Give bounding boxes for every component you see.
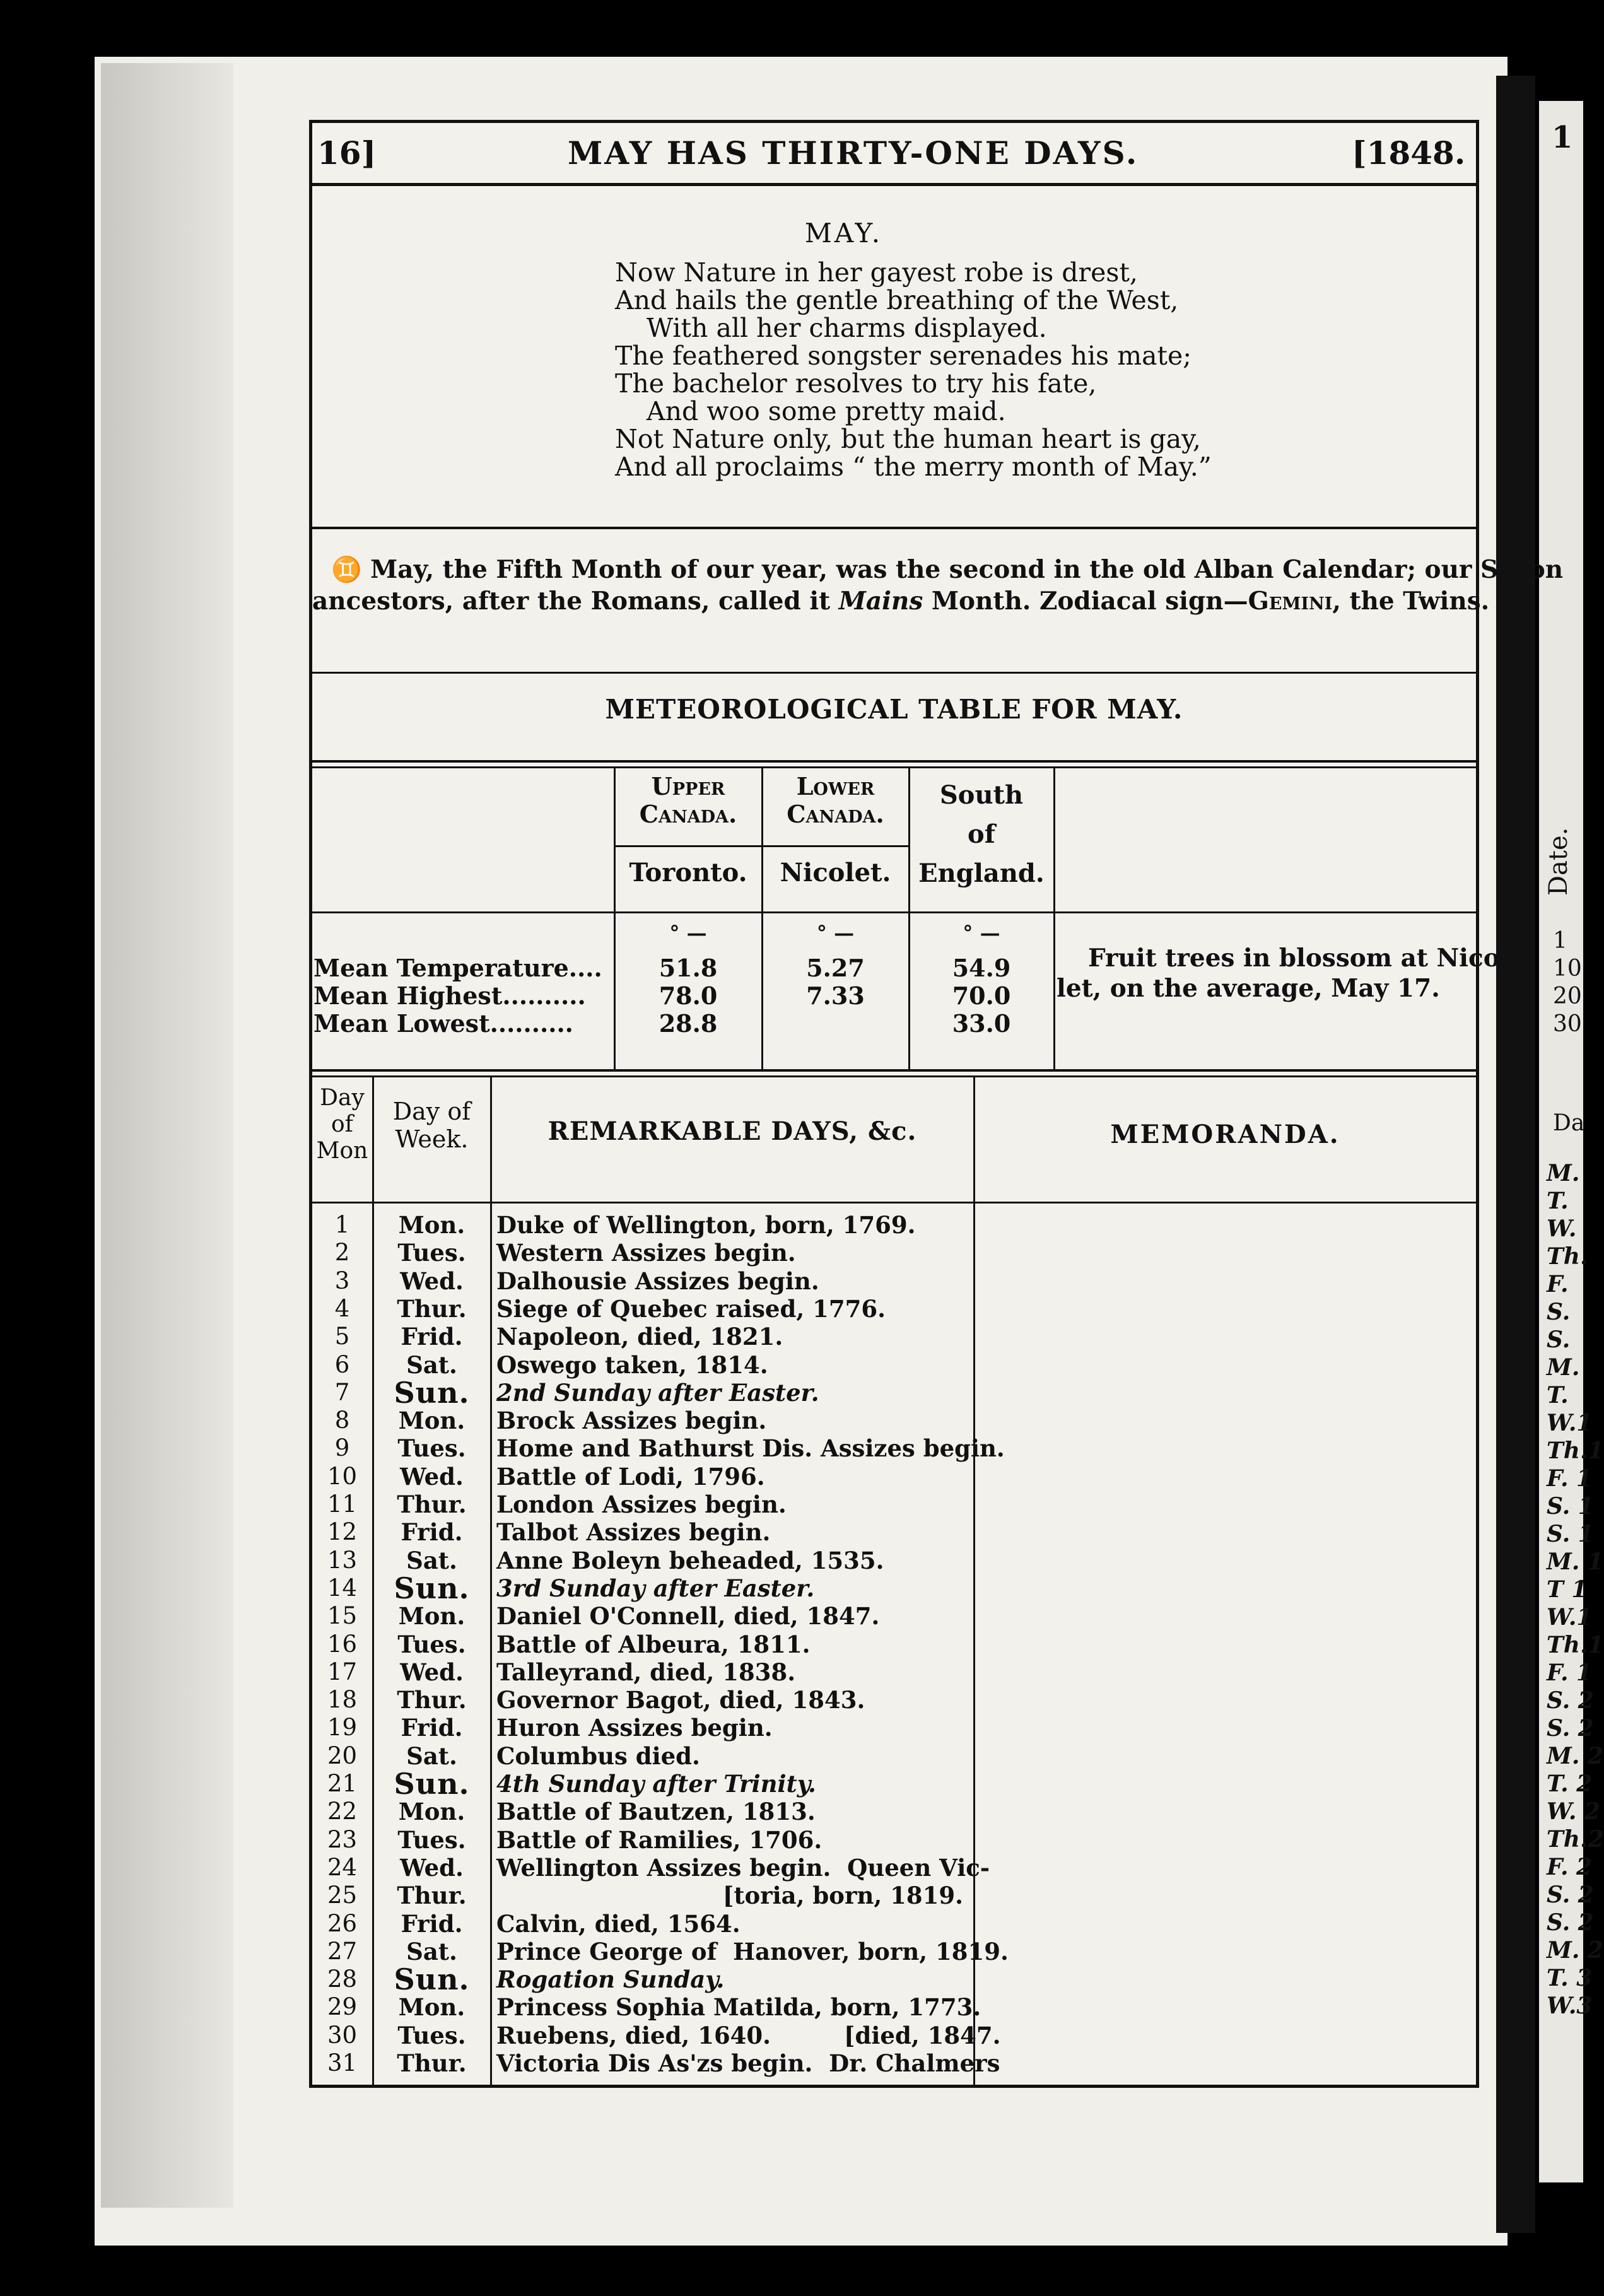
zodiac-sign-name: Gemini bbox=[1248, 587, 1333, 616]
adjacent-weekday: S. 2 bbox=[1547, 1715, 1594, 1742]
met-row-labels bbox=[313, 954, 602, 1038]
weekday: Sat. bbox=[406, 1546, 457, 1574]
weekday: Wed. bbox=[400, 1267, 464, 1295]
weekday: Frid. bbox=[401, 1518, 463, 1547]
page-number: 16] bbox=[317, 134, 377, 172]
poem-line: The bachelor resolves to try his fate, bbox=[615, 368, 1097, 399]
adjacent-date-label: Date. bbox=[1544, 827, 1573, 896]
met-value bbox=[763, 1010, 908, 1038]
weekday: Wed. bbox=[400, 1853, 464, 1882]
met-place: Nicolet. bbox=[780, 858, 891, 887]
adjacent-weekday: F. 1 bbox=[1547, 1465, 1593, 1492]
weekday: Tues. bbox=[397, 1630, 466, 1658]
remarkable-event: Battle of Ramilies, 1706. bbox=[496, 1825, 822, 1854]
adjacent-weekday: M. 1 bbox=[1547, 1549, 1603, 1575]
adjacent-weekday: Th.1 bbox=[1547, 1632, 1604, 1658]
weekday: Thur. bbox=[397, 2049, 467, 2077]
remarkable-event: Siege of Quebec raised, 1776. bbox=[496, 1294, 886, 1323]
poem-line: And hails the gentle breathing of the West, bbox=[615, 285, 1179, 315]
weekday: Thur. bbox=[397, 1882, 467, 1910]
book-spine bbox=[1496, 76, 1535, 2233]
poem-line: Now Nature in her gayest robe is drest, bbox=[615, 257, 1138, 288]
day-number: 31 bbox=[327, 2049, 358, 2076]
remarkable-event: 2nd Sunday after Easter. bbox=[496, 1378, 819, 1407]
remarkable-event: Governor Bagot, died, 1843. bbox=[496, 1686, 865, 1714]
degree-mark: ° — bbox=[816, 921, 855, 945]
met-note-line: Fruit trees in blossom at Nico- bbox=[1088, 944, 1510, 973]
header-remarkable-days: REMARKABLE DAYS, &c. bbox=[547, 1116, 917, 1146]
day-number: 27 bbox=[327, 1937, 358, 1965]
met-header-rule bbox=[312, 911, 1476, 913]
met-toronto-values bbox=[615, 954, 761, 1038]
adjacent-weekday: Th.2 bbox=[1547, 1826, 1604, 1853]
degree-symbol: ° bbox=[816, 921, 827, 945]
adjacent-weekday: Th. bbox=[1547, 1243, 1588, 1270]
cal-col-divider bbox=[490, 1075, 492, 2085]
remarkable-event: Ruebens, died, 1640. [died, 1847. bbox=[496, 2021, 1001, 2049]
met-row-label: Mean Highest.......... bbox=[313, 981, 586, 1010]
met-row-label: Mean Lowest.......... bbox=[313, 1009, 573, 1038]
weekday: Frid. bbox=[401, 1714, 463, 1742]
adjacent-weekday: M. bbox=[1547, 1354, 1580, 1381]
adjacent-weekday-list bbox=[1547, 1159, 1604, 2020]
day-number: 24 bbox=[327, 1853, 358, 1881]
met-england-values bbox=[910, 954, 1053, 1038]
header-text: of bbox=[331, 1111, 353, 1137]
met-table-bottom-rule bbox=[312, 1075, 1476, 1077]
day-number: 13 bbox=[327, 1546, 358, 1574]
day-number: 25 bbox=[327, 1882, 358, 1909]
header-text: Mon bbox=[316, 1138, 368, 1164]
poem-line: The feathered songster serenades his mate; bbox=[615, 341, 1192, 371]
adjacent-weekday: W. 2 bbox=[1547, 1798, 1600, 1825]
page-year: [1848. bbox=[1352, 134, 1466, 172]
poem-title: MAY. bbox=[804, 218, 883, 249]
weekday: Thur. bbox=[397, 1491, 467, 1518]
weekday: Wed. bbox=[400, 1462, 464, 1491]
day-number: 2 bbox=[334, 1239, 350, 1267]
remarkable-event: 4th Sunday after Trinity. bbox=[496, 1770, 816, 1798]
adjacent-weekday: M. 2 bbox=[1547, 1937, 1603, 1964]
header-text: Day of bbox=[392, 1098, 471, 1125]
met-nicolet-values bbox=[763, 954, 908, 1038]
weekday: Tues. bbox=[397, 1239, 466, 1267]
adjacent-weekday: T 1 bbox=[1547, 1576, 1588, 1603]
met-value: 51.8 bbox=[659, 954, 718, 982]
day-number: 3 bbox=[334, 1267, 350, 1294]
adjacent-date-number: 1 bbox=[1553, 928, 1567, 954]
day-number: 16 bbox=[327, 1630, 358, 1658]
day-number: 8 bbox=[334, 1407, 350, 1434]
degree-symbol: ° bbox=[963, 921, 973, 945]
day-number: 4 bbox=[334, 1294, 350, 1322]
met-value: 5.27 bbox=[806, 954, 865, 982]
intro-line-2 bbox=[312, 587, 1489, 616]
remarkable-event: [toria, born, 1819. bbox=[722, 1882, 963, 1910]
remarkable-event: Duke of Wellington, born, 1769. bbox=[496, 1211, 916, 1239]
remarkable-event: Talbot Assizes begin. bbox=[496, 1518, 771, 1547]
header-text: Day bbox=[320, 1085, 365, 1111]
header-memoranda: MEMORANDA. bbox=[1110, 1120, 1340, 1149]
weekday: Tues. bbox=[397, 1825, 466, 1854]
remarkable-event: Victoria Dis As'zs begin. Dr. Chalmers bbox=[496, 2049, 1000, 2077]
remarkable-event: Rogation Sunday. bbox=[496, 1965, 725, 1994]
met-col-lower-canada bbox=[763, 773, 908, 828]
remarkable-event: Calvin, died, 1564. bbox=[496, 1909, 741, 1938]
adjacent-weekday: S. bbox=[1547, 1327, 1571, 1353]
adjacent-weekday: W.3 bbox=[1547, 1993, 1593, 2019]
remarkable-event: London Assizes begin. bbox=[496, 1491, 787, 1518]
remarkable-event: Oswego taken, 1814. bbox=[496, 1350, 768, 1379]
met-subrule bbox=[615, 845, 761, 847]
met-note bbox=[1057, 943, 1510, 1004]
adjacent-date-numbers bbox=[1553, 927, 1582, 1038]
adjacent-weekday: Th.1 bbox=[1547, 1438, 1604, 1464]
met-note-line: let, on the average, May 17. bbox=[1057, 974, 1440, 1003]
intro-text: May, the Fifth Month of our year, was the second in the old Alban Calendar; our Saxon bbox=[370, 555, 1564, 584]
met-col-upper-canada bbox=[615, 773, 761, 828]
met-region: Canada. bbox=[787, 800, 884, 828]
adjacent-weekday: T. bbox=[1547, 1188, 1569, 1214]
header-text: Week. bbox=[395, 1125, 469, 1153]
cal-col-divider bbox=[973, 1075, 975, 2085]
met-region: South bbox=[939, 780, 1024, 810]
adjacent-weekday: F. bbox=[1547, 1271, 1569, 1297]
adjacent-weekday: F. 2 bbox=[1547, 1854, 1593, 1880]
weekday: Sun. bbox=[394, 1767, 470, 1801]
adjacent-weekday: F. 1 bbox=[1547, 1660, 1593, 1686]
adjacent-date-number: 30 bbox=[1553, 1011, 1582, 1037]
met-value: 33.0 bbox=[952, 1009, 1011, 1038]
day-number: 9 bbox=[334, 1434, 350, 1462]
day-number: 26 bbox=[327, 1909, 358, 1937]
met-col-south-england bbox=[910, 776, 1053, 893]
remarkable-event: Brock Assizes begin. bbox=[496, 1407, 767, 1435]
adjacent-weekday: S. 2 bbox=[1547, 1687, 1594, 1714]
page-edge-shadow bbox=[101, 63, 233, 2208]
met-value: 28.8 bbox=[659, 1009, 718, 1038]
divider bbox=[312, 527, 1476, 529]
intro-line-1 bbox=[331, 555, 1563, 584]
day-number: 18 bbox=[327, 1686, 358, 1714]
weekday: Sat. bbox=[406, 1350, 457, 1379]
remarkable-event: Home and Bathurst Dis. Assizes begin. bbox=[496, 1434, 1005, 1463]
met-region: Canada. bbox=[639, 800, 737, 828]
met-region: Lower bbox=[796, 772, 875, 800]
remarkable-event: Dalhousie Assizes begin. bbox=[496, 1267, 819, 1295]
day-number: 14 bbox=[327, 1574, 358, 1602]
poem-line: Not Nature only, but the human heart is gay, bbox=[615, 424, 1201, 454]
degree-mark: ° — bbox=[669, 921, 707, 945]
poem-line: And all proclaims “ the merry month of May.” bbox=[615, 452, 1212, 482]
day-number: 11 bbox=[327, 1491, 358, 1518]
met-region: Upper bbox=[651, 772, 725, 800]
day-number: 23 bbox=[327, 1825, 358, 1853]
remarkable-event: Anne Boleyn beheaded, 1535. bbox=[496, 1546, 884, 1574]
adjacent-page-number: 1 bbox=[1552, 120, 1573, 155]
day-number: 19 bbox=[327, 1714, 358, 1742]
weekday: Thur. bbox=[397, 1294, 467, 1323]
divider bbox=[312, 672, 1476, 674]
adjacent-weekday: W.1 bbox=[1547, 1410, 1593, 1436]
weekday: Mon. bbox=[398, 1993, 465, 2022]
intro-text: , the Twins. bbox=[1332, 587, 1490, 616]
weekday: Sat. bbox=[406, 1742, 457, 1770]
poem-line: And woo some pretty maid. bbox=[647, 396, 1006, 426]
adjacent-weekday: S. bbox=[1547, 1299, 1571, 1325]
remarkable-event: Western Assizes begin. bbox=[496, 1239, 796, 1267]
day-number: 28 bbox=[327, 1965, 358, 1993]
intro-italic: Mains bbox=[838, 587, 923, 616]
intro-text: Month. Zodiacal sign— bbox=[923, 587, 1248, 616]
weekday: Frid. bbox=[401, 1909, 463, 1938]
adjacent-weekday: S. 1 bbox=[1547, 1521, 1594, 1547]
day-number: 22 bbox=[327, 1798, 358, 1825]
gemini-sign: ♊ bbox=[331, 555, 362, 584]
met-col-divider bbox=[1053, 766, 1055, 1069]
remarkable-event: Battle of Albeura, 1811. bbox=[496, 1630, 811, 1658]
met-table-top-rule bbox=[312, 760, 1476, 763]
met-table-bottom-rule bbox=[312, 1069, 1476, 1072]
degree-symbol: ° bbox=[669, 921, 680, 945]
day-number: 21 bbox=[327, 1770, 358, 1797]
met-row-label: Mean Temperature.... bbox=[313, 954, 602, 982]
remarkable-event: Battle of Bautzen, 1813. bbox=[496, 1798, 816, 1826]
day-number: 6 bbox=[334, 1350, 350, 1378]
met-value: 78.0 bbox=[659, 981, 718, 1010]
adjacent-weekday: M. 2 bbox=[1547, 1743, 1603, 1769]
day-number: 29 bbox=[327, 1993, 358, 2021]
weekday: Frid. bbox=[401, 1323, 463, 1351]
remarkable-event: Huron Assizes begin. bbox=[496, 1714, 773, 1742]
met-value: 70.0 bbox=[952, 981, 1011, 1010]
weekday: Mon. bbox=[398, 1602, 465, 1631]
remarkable-event: Columbus died. bbox=[496, 1742, 700, 1770]
day-number: 1 bbox=[334, 1211, 350, 1238]
page-title: MAY HAS THIRTY-ONE DAYS. bbox=[568, 134, 1139, 172]
remarkable-event: 3rd Sunday after Easter. bbox=[496, 1574, 815, 1602]
day-number: 10 bbox=[327, 1462, 358, 1490]
weekday: Thur. bbox=[397, 1686, 467, 1714]
met-place: Toronto. bbox=[629, 858, 747, 887]
weekday: Mon. bbox=[398, 1407, 465, 1435]
adjacent-weekday: T. 3 bbox=[1547, 1965, 1593, 1991]
met-subrule bbox=[763, 845, 908, 847]
met-value: 7.33 bbox=[806, 981, 865, 1010]
calendar-header-rule bbox=[312, 1202, 1476, 1204]
degree-mark: ° — bbox=[963, 921, 1000, 945]
page-header bbox=[312, 123, 1476, 186]
day-number: 17 bbox=[327, 1658, 358, 1685]
remarkable-event: Daniel O'Connell, died, 1847. bbox=[496, 1602, 880, 1631]
met-table-top-rule bbox=[312, 766, 1476, 768]
day-number: 15 bbox=[327, 1602, 358, 1630]
adjacent-weekday: S. 1 bbox=[1547, 1493, 1594, 1520]
weekday: Sun. bbox=[394, 1571, 470, 1605]
adjacent-weekday: S. 2 bbox=[1547, 1882, 1594, 1908]
remarkable-event: Princess Sophia Matilda, born, 1773. bbox=[496, 1993, 981, 2022]
weekday: Sun. bbox=[394, 1375, 470, 1410]
adjacent-weekday: T. bbox=[1547, 1382, 1569, 1409]
weekday: Tues. bbox=[397, 2021, 466, 2049]
day-number: 5 bbox=[334, 1323, 350, 1350]
adjacent-column-label: Da bbox=[1553, 1110, 1585, 1136]
day-number: 30 bbox=[327, 2021, 358, 2049]
weekday: Mon. bbox=[398, 1211, 465, 1239]
remarkable-event: Napoleon, died, 1821. bbox=[496, 1323, 783, 1351]
adjacent-date-number: 20 bbox=[1553, 983, 1582, 1009]
weekday: Sun. bbox=[394, 1962, 470, 1997]
weekday: Sat. bbox=[406, 1937, 457, 1965]
day-number: 12 bbox=[327, 1518, 358, 1546]
remarkable-event: Battle of Lodi, 1796. bbox=[496, 1462, 765, 1491]
weekday: Tues. bbox=[397, 1434, 466, 1463]
adjacent-weekday: T. 2 bbox=[1547, 1771, 1593, 1797]
met-region: of bbox=[968, 819, 995, 849]
met-value: 54.9 bbox=[952, 954, 1011, 982]
adjacent-weekday: S. 2 bbox=[1547, 1909, 1594, 1936]
day-number: 7 bbox=[334, 1378, 350, 1406]
met-place: England. bbox=[918, 858, 1045, 888]
header-day-of-month bbox=[312, 1085, 372, 1164]
adjacent-weekday: W.1 bbox=[1547, 1604, 1593, 1631]
remarkable-event: Wellington Assizes begin. Queen Vic- bbox=[496, 1853, 990, 1882]
header-day-of-week bbox=[373, 1098, 490, 1153]
poem bbox=[615, 259, 1212, 481]
adjacent-date-number: 10 bbox=[1553, 956, 1582, 981]
day-number: 20 bbox=[327, 1742, 358, 1769]
poem-line: With all her charms displayed. bbox=[647, 313, 1047, 343]
adjacent-weekday: W. bbox=[1547, 1215, 1577, 1242]
remarkable-event: Talleyrand, died, 1838. bbox=[496, 1658, 796, 1686]
weekday: Mon. bbox=[398, 1798, 465, 1826]
intro-text: ancestors, after the Romans, called it bbox=[312, 587, 839, 616]
adjacent-page bbox=[1539, 101, 1604, 2182]
remarkable-event: Prince George of Hanover, born, 1819. bbox=[496, 1937, 1009, 1965]
weekday: Wed. bbox=[400, 1658, 464, 1686]
met-table-title: METEOROLOGICAL TABLE FOR MAY. bbox=[605, 694, 1183, 725]
adjacent-weekday: M. bbox=[1547, 1160, 1580, 1186]
